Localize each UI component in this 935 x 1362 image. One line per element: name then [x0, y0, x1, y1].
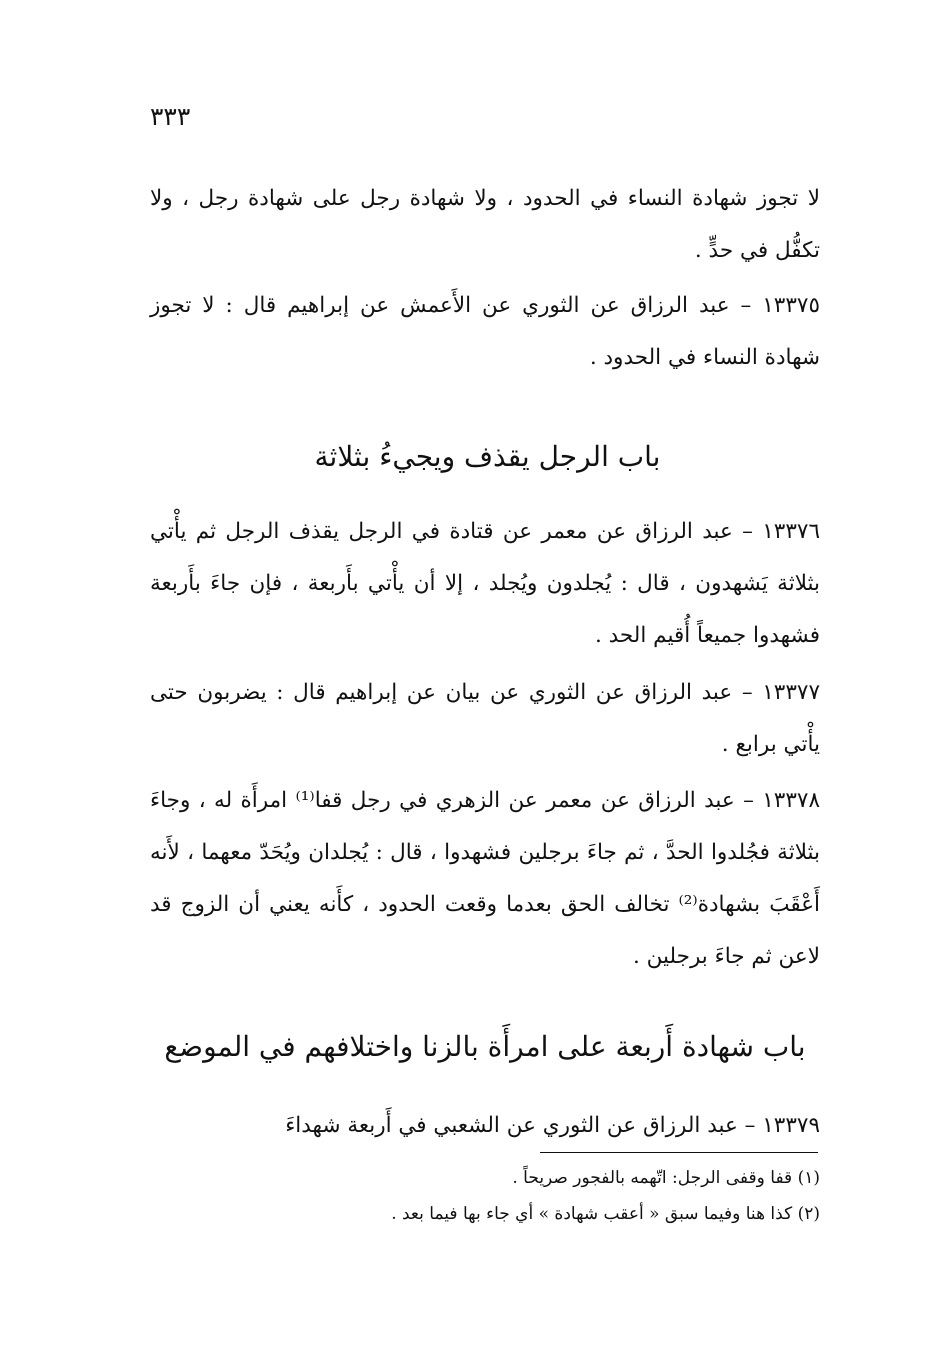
hadith-13378: ١٣٣٧٨ – عبد الرزاق عن معمر عن الزهري في رجل قفا⁽¹⁾ امرأَة له ، وجاءَ بثلاثة فجُلدوا الحدَّ ، ثم جاءَ برجلين فشهدوا ، قال : يُجلدان ويُحَدّ معهما ، لأَنه أَعْقَبَ بشهادة⁽²⁾ تخالف الحق بعدما وقعت الحدود ، كأَنه يعني أن الزوج قد لاعن ثم جاءَ برجلين .: [150, 788, 820, 969]
hadith-13379: ١٣٣٧٩ – عبد الرزاق عن الثوري عن الشعبي في أَربعة شهداءَ: [285, 1113, 820, 1138]
footnotes: [250, 1160, 820, 1232]
chapter-heading: باب الرجل يقذف ويجيءُ بثلاثة: [314, 440, 661, 473]
hadith-13376: ١٣٣٧٦ – عبد الرزاق عن معمر عن قتادة في الرجل يقذف الرجل ثم يأْتي بثلاثة يَشهدون ، قال : يُجلدون ويُجلد ، إلا أن يأْتي بأَربعة ، فإن جاءَ بأَربعة فشهدوا جميعاً أُقيم الحد .: [150, 519, 820, 648]
hadith-13377: ١٣٣٧٧ – عبد الرزاق عن الثوري عن بيان عن إبراهيم قال : يضربون حتى يأْتي برابع .: [150, 680, 820, 757]
page-number: ٣٣٣: [150, 102, 191, 131]
chapter-heading: باب شهادة أَربعة على امرأَة بالزنا واختلافهم في الموضع: [164, 1030, 806, 1063]
text-paragraph: لا تجوز شهادة النساء في الحدود ، ولا شهادة رجل على شهادة رجل ، ولا تكفُّل في حدٍّ .: [150, 186, 820, 263]
hadith-13375: ١٣٣٧٥ – عبد الرزاق عن الثوري عن الأَعمش عن إبراهيم قال : لا تجوز شهادة النساء في الحدود .: [150, 293, 820, 370]
footnote-2: (٢) كذا هنا وفيما سبق « أعقب شهادة » أي جاء بها فيما بعد .: [391, 1204, 820, 1224]
footnote-1: (١) قفا وقفى الرجل: اتّهمه بالفجور صريحاً .: [512, 1168, 820, 1188]
footnote-divider: [540, 1152, 818, 1153]
